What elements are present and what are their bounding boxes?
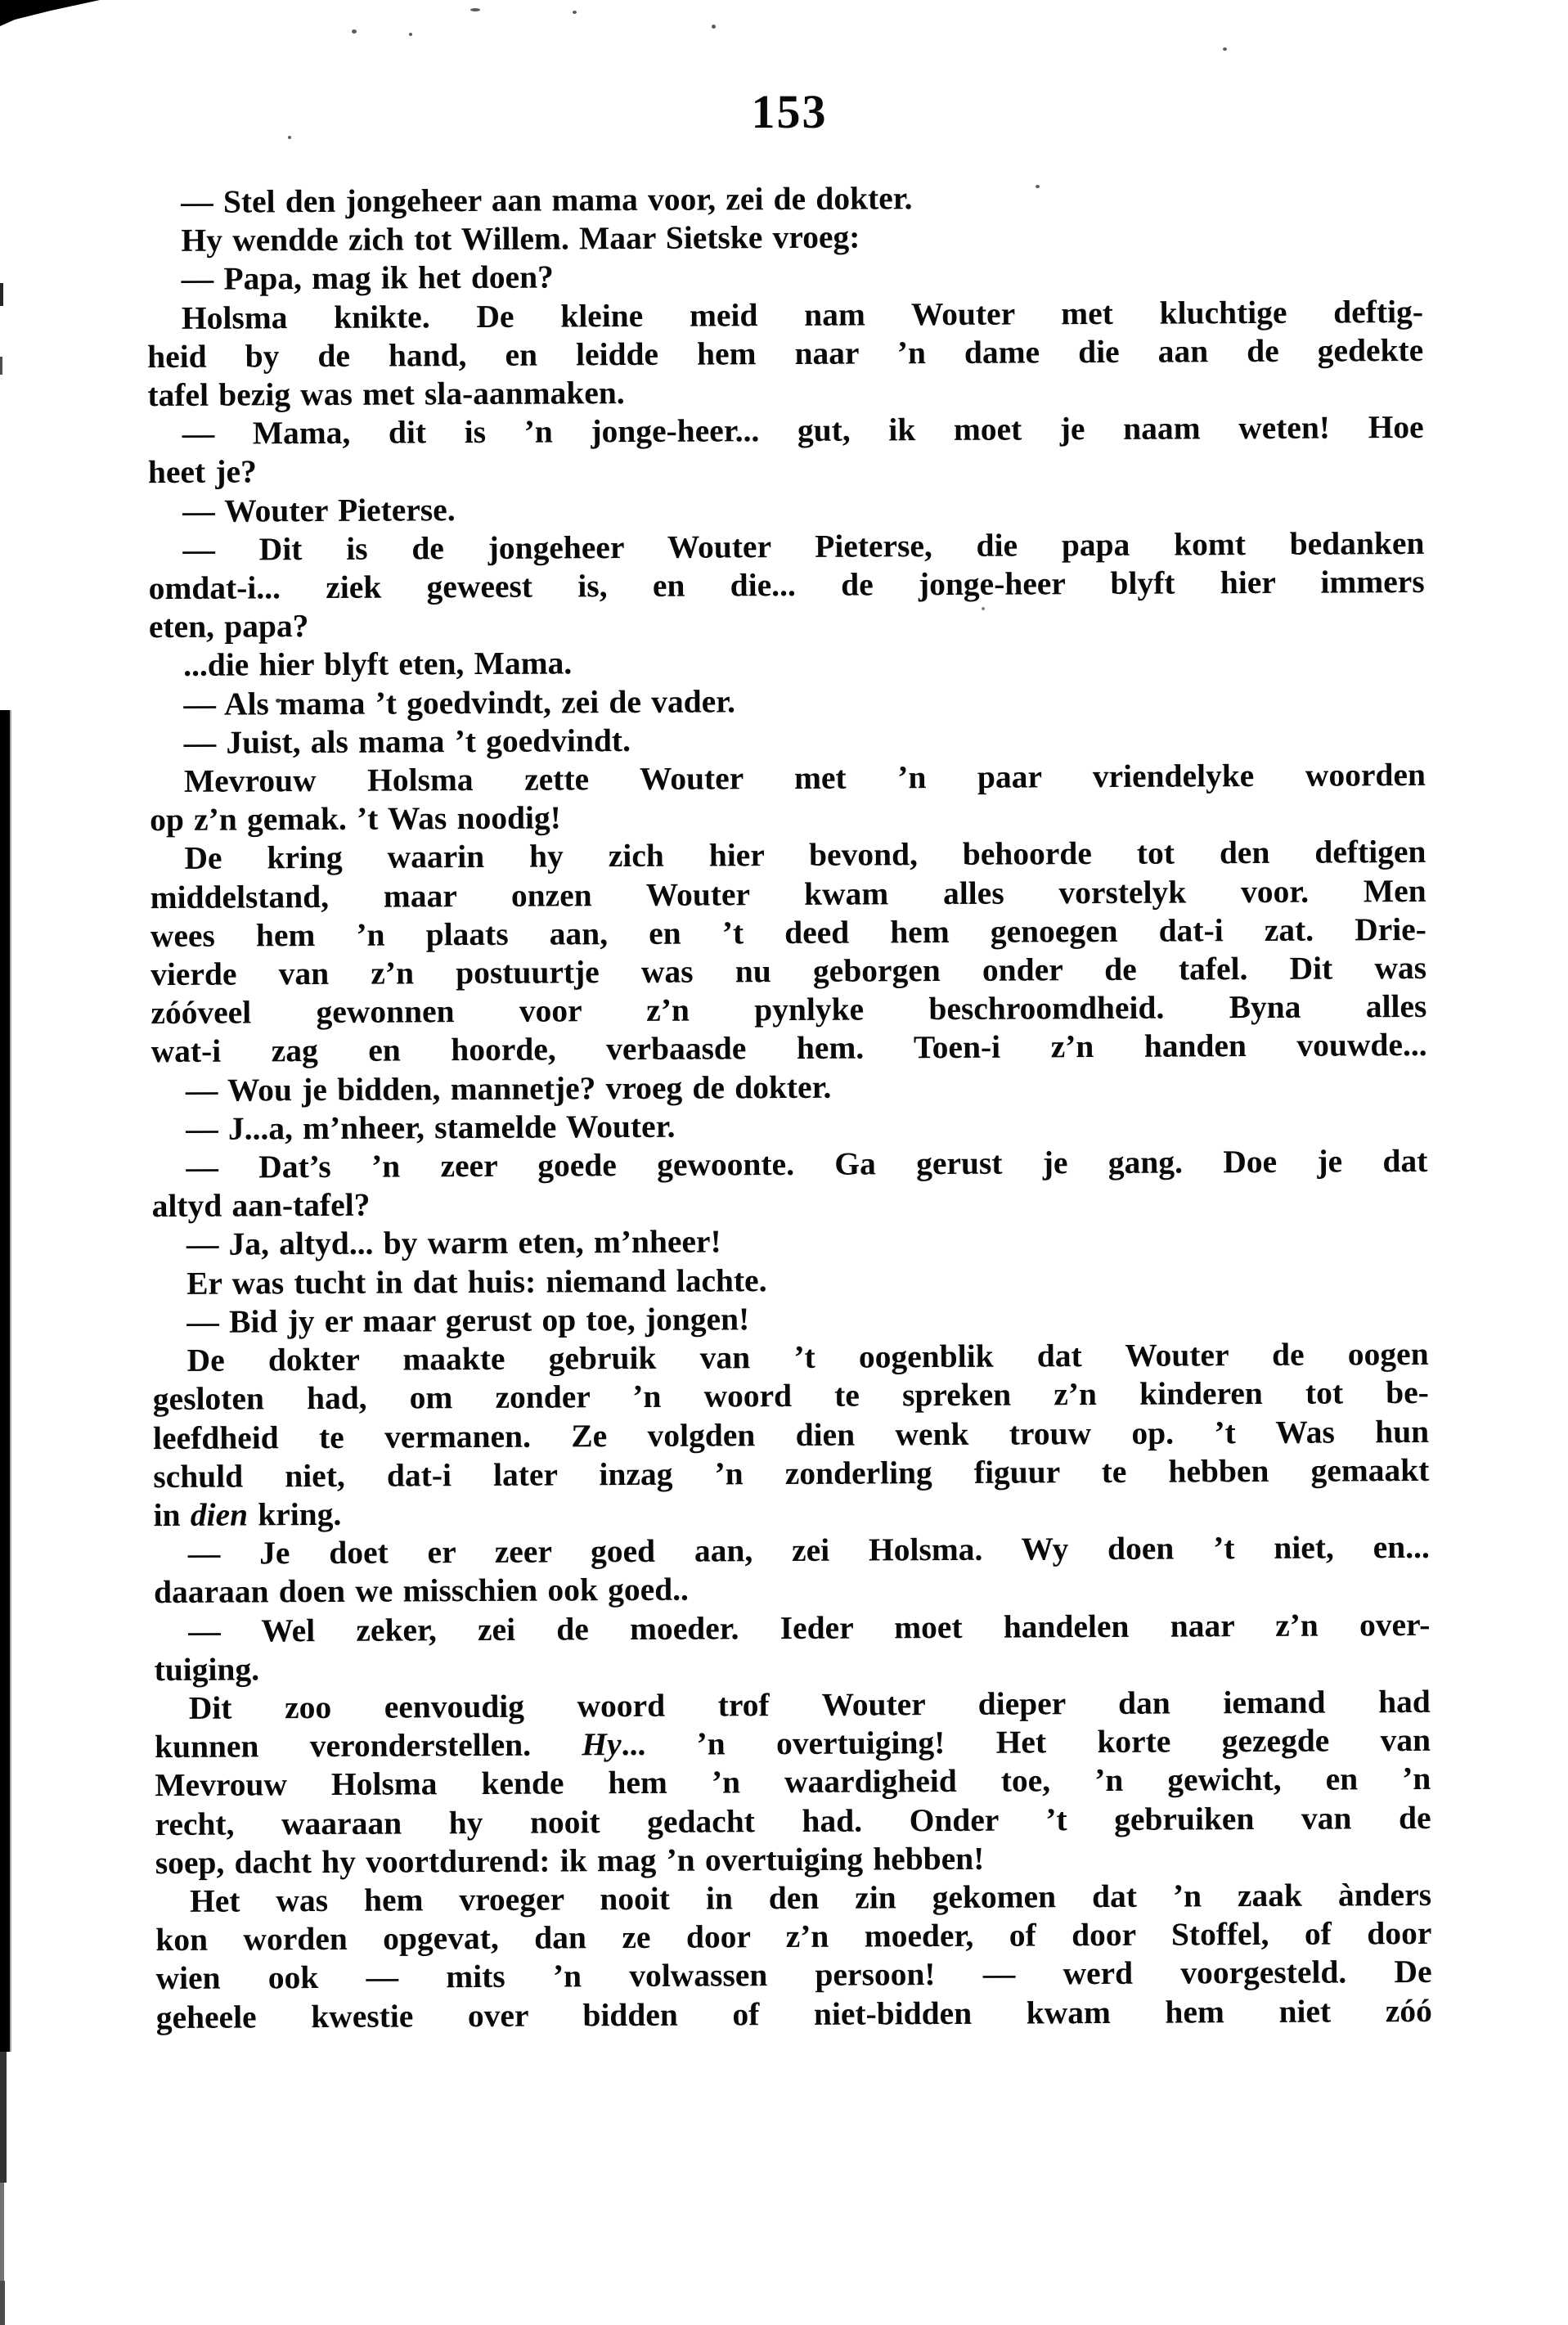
text-line: geheele kwestie over bidden of niet-bidden kwam hem niet zóó bbox=[155, 1992, 1432, 2035]
text-line: — Papa, mag ik het doen? bbox=[181, 259, 554, 298]
scan-speck bbox=[409, 33, 412, 36]
text-line: — Dit is de jongeheer Wouter Pieterse, die papa komt bedanken bbox=[182, 524, 1425, 568]
scan-speck bbox=[573, 11, 577, 14]
text-line: middelstand, maar onzen Wouter kwam alles vorstelyk voor. Men bbox=[150, 872, 1426, 915]
text-line: wien ook — mits ’n volwassen persoon! — werd voorgesteld. De bbox=[155, 1954, 1432, 1997]
text-line: — Dat’s ’n zeer goede gewoonte. Ga gerust je gang. Doe je dat bbox=[186, 1142, 1428, 1185]
scan-edge-mark bbox=[0, 357, 2, 375]
scan-corner-smudge bbox=[0, 0, 100, 26]
text-line: — Wouter Pieterse. bbox=[182, 491, 456, 529]
text-line: daaraan doen we misschien ook goed.. bbox=[153, 1571, 690, 1611]
text-line: tafel bezig was met sla-aanmaken. bbox=[147, 375, 625, 414]
text-line: altyd aan-tafel? bbox=[151, 1186, 371, 1225]
scan-speck bbox=[470, 8, 480, 11]
text-line: heet je? bbox=[147, 453, 257, 491]
text-line: recht, waaraan hy nooit gedacht had. Onder ’t gebruiken van de bbox=[155, 1799, 1431, 1842]
text-line: — Juist, als mama ’t goedvindt. bbox=[183, 722, 631, 761]
scan-speck bbox=[712, 25, 716, 29]
text-line: — Je doet er zeer goed aan, zei Holsma. Wy doen ’t niet, en... bbox=[187, 1529, 1430, 1572]
text-line: eten, papa? bbox=[148, 608, 309, 645]
scan-edge-mark bbox=[0, 283, 3, 306]
text-line: Mevrouw Holsma zette Wouter met ’n paar vriendelyke woorden bbox=[183, 756, 1426, 799]
text-line: De dokter maakte gebruik van ’t oogenblik dat Wouter de oogen bbox=[186, 1336, 1429, 1378]
text-line: De kring waarin hy zich hier bevond, behoorde tot den deftigen bbox=[184, 834, 1426, 877]
scan-left-edge-streak bbox=[0, 2052, 7, 2183]
scan-speck bbox=[288, 136, 291, 139]
text-line: — Wel zeker, zei de moeder. Ieder moet handelen naar z’n over- bbox=[188, 1606, 1431, 1649]
scan-left-edge-streak bbox=[0, 2281, 5, 2325]
scan-left-edge-streak bbox=[0, 2183, 4, 2281]
text-line: schuld niet, dat-i later inzag ’n zonderling figuur te hebben gemaakt bbox=[153, 1451, 1430, 1495]
text-line: wees hem ’n plaats aan, en ’t deed hem genoegen dat-i zat. Drie- bbox=[150, 911, 1426, 954]
text-line: — Mama, dit is ’n jonge-heer... gut, ik moet je naam weten! Hoe bbox=[182, 409, 1424, 452]
text-line: zóóveel gewonnen voor z’n pynlyke beschroomdheid. Byna alles bbox=[151, 988, 1427, 1032]
text-line: omdat-i... ziek geweest is, en die... de jonge-heer blyft hier immers bbox=[148, 563, 1425, 607]
text-line: — Stel den jongeheer aan mama voor, zei de dokter. bbox=[181, 180, 913, 220]
text-line: — J...a, m’nheer, stamelde Wouter. bbox=[186, 1108, 676, 1147]
text-line: Holsma knikte. De kleine meid nam Wouter met kluchtige deftig- bbox=[181, 293, 1424, 336]
text-line: leefdheid te vermanen. Ze volgden dien wenk trouw op. ’t Was hun bbox=[152, 1413, 1430, 1456]
text-line: wat-i zag en hoorde, verbaasde hem. Toen-i z’n handen vouwde... bbox=[151, 1027, 1427, 1070]
text-block bbox=[146, 177, 1432, 2037]
scan-left-edge-streak bbox=[0, 710, 10, 2052]
text-line: tuiging. bbox=[154, 1651, 260, 1688]
text-line: kon worden opgevat, dan ze door z’n moeder, of door Stoffel, of door bbox=[155, 1915, 1432, 1958]
text-line: gesloten had, om zonder ’n woord te spreken z’n kinderen tot be- bbox=[152, 1374, 1429, 1418]
text-line: op z’n gemak. ’t Was noodig! bbox=[150, 799, 561, 839]
text-line: Mevrouw Holsma kende hem ’n waardigheid toe, ’n gewicht, en ’n bbox=[155, 1761, 1431, 1804]
text-line: in dien kring. bbox=[153, 1495, 342, 1533]
text-line: vierde van z’n postuurtje was nu geborgen onder de tafel. Dit was bbox=[151, 949, 1427, 993]
text-line: — Wou je bidden, mannetje? vroeg de dokter. bbox=[185, 1068, 832, 1109]
text-line: — Als mama ’t goedvindt, zei de vader. bbox=[183, 682, 736, 722]
text-line: Er was tucht in dat huis: niemand lachte. bbox=[186, 1261, 767, 1302]
text-line: heid by de hand, en leidde hem naar ’n dame die aan de gedekte bbox=[147, 331, 1424, 375]
text-line: — Bid jy er maar gerust op toe, jongen! bbox=[186, 1301, 750, 1340]
text-line: kunnen veronderstellen. Hy... ’n overtuiging! Het korte gezegde van bbox=[154, 1722, 1431, 1765]
scan-speck bbox=[1223, 47, 1227, 51]
text-line: ...die hier blyft eten, Mama. bbox=[183, 645, 573, 684]
text-line: Het was hem vroeger nooit in den zin gekomen dat ’n zaak ànders bbox=[189, 1876, 1432, 1919]
text-line: soep, dacht hy voortdurend: ik mag ’n overtuiging hebben! bbox=[155, 1840, 985, 1881]
page-number: 153 bbox=[751, 85, 828, 138]
text-line: Dit zoo eenvoudig woord trof Wouter dieper dan iemand had bbox=[188, 1683, 1431, 1726]
text-line: Hy wendde zich tot Willem. Maar Sietske vroeg: bbox=[181, 218, 860, 259]
text-line: — Ja, altyd... by warm eten, m’nheer! bbox=[186, 1223, 721, 1263]
scan-speck bbox=[352, 29, 357, 34]
